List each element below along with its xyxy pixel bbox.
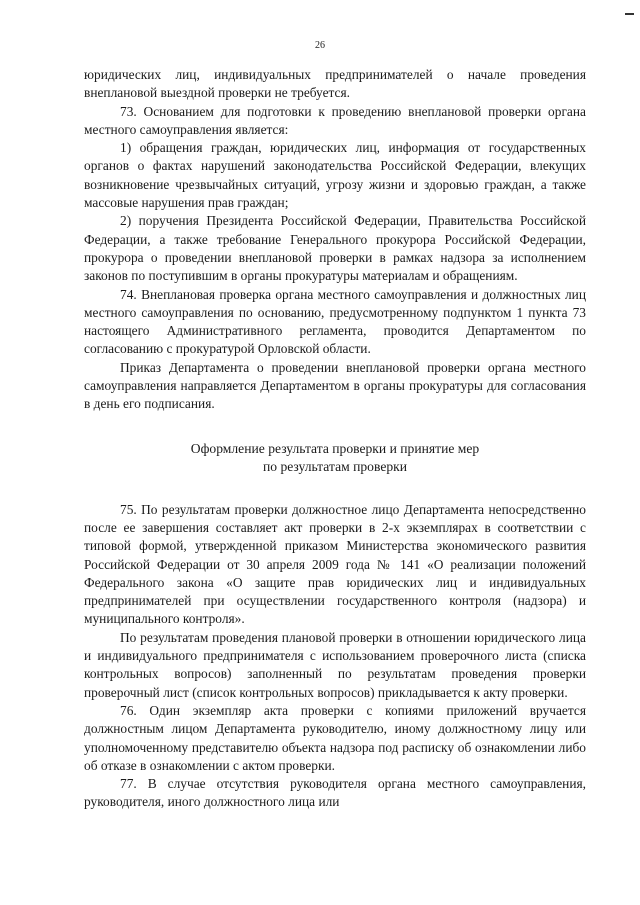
section-heading	[84, 440, 586, 477]
paragraph-77: 77. В случае отсутствия руководителя органа местного самоуправления, руководителя, иного должностного лица или	[84, 776, 586, 810]
document-body	[84, 66, 586, 812]
paragraph-73-item-1: 1) обращения граждан, юридических лиц, информация от государственных органов о фактах нарушений законодательства Российской Федерации, влекущих возникновение чрезвычайных ситуаций, угрозу жизни и здоровью граждан, а также массовые нарушения прав граждан;	[84, 140, 586, 211]
paragraph-76: 76. Один экземпляр акта проверки с копиями приложений вручается должностным лицом Департамента руководителю, иному должностному лицу или уполномоченному представителю объекта надзора под расписку об ознакомлении либо об отказе в ознакомлении с актом проверки.	[84, 702, 586, 773]
paragraph-74: 74. Внеплановая проверка органа местного самоуправления и должностных лиц местного самоуправления по основанию, предусмотренному подпунктом 1 пункта 73 настоящего Административного регламента, проводится Департаментом по согласованию с прокуратурой Орловской области.	[84, 286, 586, 357]
paragraph-75: 75. По результатам проверки должностное лицо Департамента непосредственно после ее завершения составляет акт проверки в 2-х экземплярах в соответствии с типовой формой, утвержденной приказом Министерства экономического развития Российской Федерации от 30 апреля 2009 года № 141 «О реализации положений Федерального закона «О защите прав юридических лиц и индивидуальных предпринимателей при осуществлении государственного контроля (надзора) и муниципального контроля».	[84, 501, 586, 627]
paragraph-74-order: Приказ Департамента о проведении внеплановой проверки органа местного самоуправления направляется Департаментом в органы прокуратуры для согласования в день его подписания.	[84, 359, 586, 412]
scan-corner-mark	[625, 13, 634, 15]
section-heading-line-2: по результатам проверки	[262, 459, 408, 475]
paragraph-73-item-2: 2) поручения Президента Российской Федерации, Правительства Российской Федерации, а также требование Генерального прокурора Российской Федерации, прокурора о проведении внеплановой проверки в рамках надзора за исполнением законов по поступившим в органы прокуратуры материалам и обращениям.	[84, 213, 586, 284]
page-number: 26	[315, 40, 325, 51]
paragraph-73: 73. Основанием для подготовки к проведению внеплановой проверки органа местного самоуправления является:	[84, 103, 586, 137]
section-heading-line-1: Оформление результата проверки и принятие мер	[190, 440, 480, 456]
paragraph-75-checklist: По результатам проведения плановой проверки в отношении юридического лица и индивидуального предпринимателя с использованием проверочного листа (списка контрольных вопросов) заполненный по результатам проведения проверки проверочный лист (список контрольных вопросов) прикладывается к акту проверки.	[84, 629, 586, 700]
paragraph-continuation: юридических лиц, индивидуальных предпринимателей о начале проведения внеплановой выездной проверки не требуется.	[84, 67, 586, 101]
